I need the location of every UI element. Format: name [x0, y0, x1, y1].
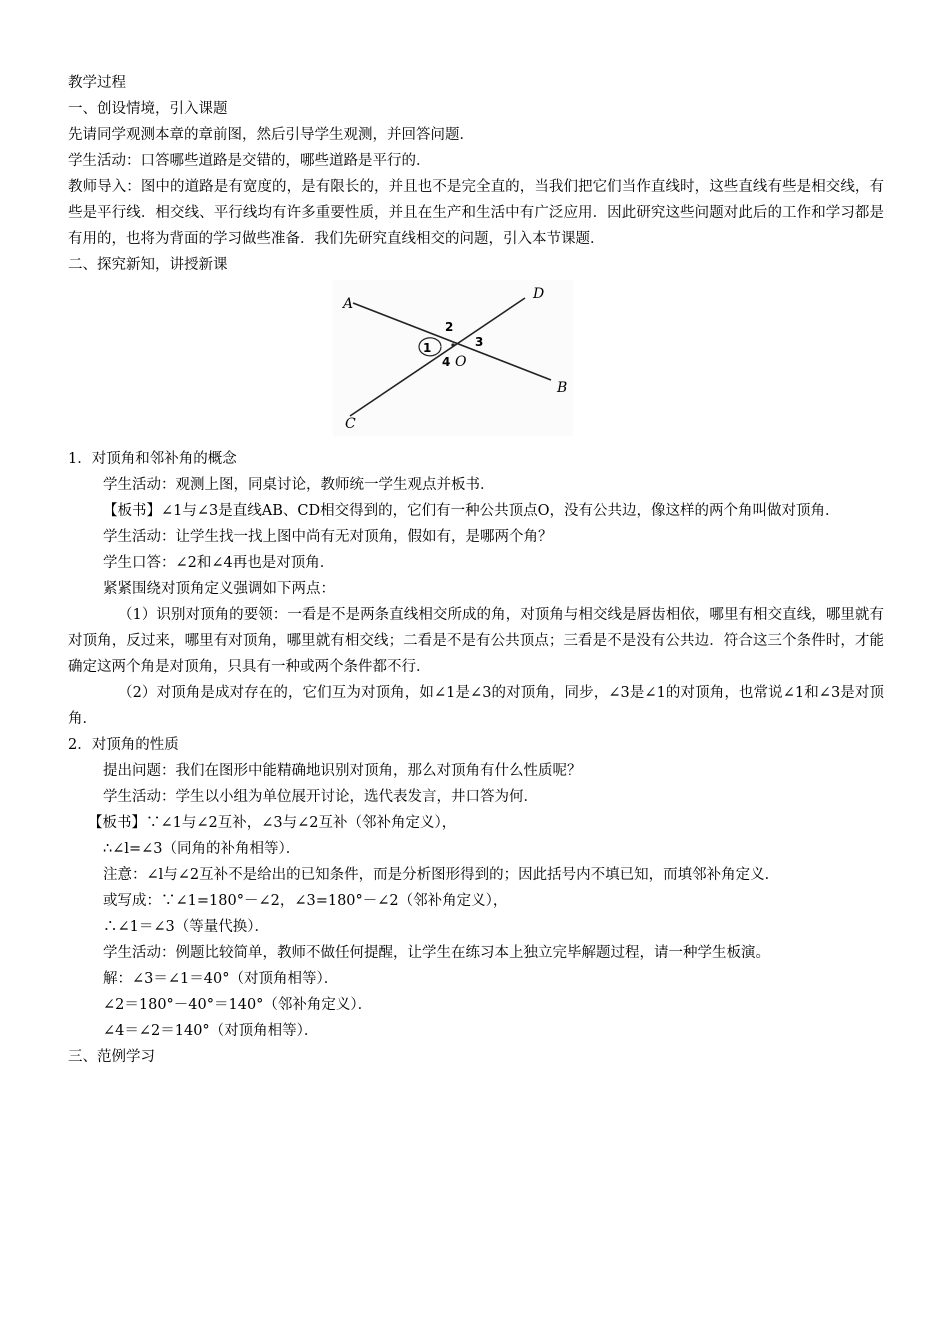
subsection2-paragraph-1: 提出问题：我们在图形中能精确地识别对顶角，那么对顶角有什么性质呢？ [103, 763, 582, 779]
subsection2-conclusion-2: ∴∠1＝∠3（等量代换）． [103, 919, 269, 935]
label-a: A [343, 296, 354, 312]
subsection1-paragraph-5: 紧紧围绕对顶角定义强调如下两点： [103, 581, 335, 597]
subsection2-activity: 学生活动：例题比较简单，教师不做任何提醒，让学生在练习本上独立完毕解题过程，请一种学生板演。 [103, 945, 770, 961]
subsection1-paragraph-3: 学生活动：让学生找一找上图中尚有无对顶角，假如有，是哪两个角？ [103, 529, 553, 545]
subsection2-note: 注意：∠l与∠2互补不是给出的已知条件，而是分析图形得到的；因此括号内不填已知，而填邻补角定义． [103, 867, 780, 883]
subsection2-heading: 2．对顶角的性质 [68, 737, 179, 753]
subsection1-point-1: （1）识别对顶角的要领：一看是不是两条直线相交所成的角，对顶角与相交线是唇齿相依，哪里有相交直线，哪里就有对顶角，反过来，哪里有对顶角，哪里就有相交线；二看是不是有公共顶点；三看是不是没有公共边．符合这三个条件时，才能确定这两个角是对顶角，只具有一种或两个条件都不行． [68, 607, 884, 675]
section1-paragraph-1: 先请同学观测本章的章前图，然后引导学生观测，并回答问题． [68, 127, 474, 143]
subsection1-paragraph-1: 学生活动：观测上图，同桌讨论，教师统一学生观点并板书． [103, 477, 495, 493]
label-o: O [455, 354, 467, 370]
section1-paragraph-3: 教师导入：图中的道路是有宽度的，是有限长的，并且也不是完全直的，当我们把它们当作直线时，这些直线有些是相交线，有些是平行线．相交线、平行线均有许多重要性质，并且在生产和生活中有广泛应用．因此研究这些问题对此后的工作和学习都是有用的，也将为背面的学习做些准备．我们先研究直线相交的问题，引入本节课题． [68, 179, 884, 247]
document-page [68, 70, 884, 1070]
label-angle-3: 3 [475, 335, 484, 349]
intersecting-lines-diagram [333, 280, 573, 436]
label-angle-1: 1 [423, 341, 432, 355]
solution-step-1: 解：∠3＝∠1＝40°（对顶角相等）． [103, 971, 339, 987]
section2-heading: 二、探究新知，讲授新课 [68, 257, 228, 273]
subsection1-heading: 1．对顶角和邻补角的概念 [68, 451, 237, 467]
subsection1-paragraph-4: 学生口答：∠2和∠4再也是对顶角． [103, 555, 335, 571]
subsection1-board-note: 【板书】∠1与∠3是直线AB、CD相交得到的，它们有一种公共顶点O，没有公共边，像这样的两个角叫做对顶角． [103, 503, 840, 519]
section1-paragraph-2: 学生活动：口答哪些道路是交错的，哪些道路是平行的． [68, 153, 431, 169]
label-b: B [557, 380, 568, 396]
solution-step-2: ∠2＝180°－40°＝140°（邻补角定义）． [103, 997, 373, 1013]
label-angle-2: 2 [445, 320, 454, 334]
subsection2-conclusion-1: ∴∠l=∠3（同角的补角相等）． [103, 841, 301, 857]
subsection1-point-2: （2）对顶角是成对存在的，它们互为对顶角，如∠1是∠3的对顶角，同步，∠3是∠1的对顶角，也常说∠1和∠3是对顶角． [68, 685, 884, 727]
section3-heading: 三、范例学习 [68, 1049, 155, 1065]
subsection2-board-note: 【板书】∵∠1与∠2互补，∠3与∠2互补（邻补角定义）， [88, 815, 457, 831]
subsection2-paragraph-2: 学生活动：学生以小组为单位展开讨论，选代表发言，井口答为何． [103, 789, 538, 805]
label-c: C [345, 416, 356, 432]
subsection2-alt-form: 或写成：∵∠1=180°－∠2，∠3=180°－∠2（邻补角定义）， [103, 893, 508, 909]
section1-heading: 一、创设情境，引入课题 [68, 101, 228, 117]
intersecting-lines-figure [68, 280, 884, 440]
solution-step-3: ∠4＝∠2＝140°（对顶角相等）． [103, 1023, 319, 1039]
label-angle-4: 4 [442, 355, 451, 369]
doc-title: 教学过程 [68, 75, 126, 91]
label-d: D [533, 286, 545, 302]
